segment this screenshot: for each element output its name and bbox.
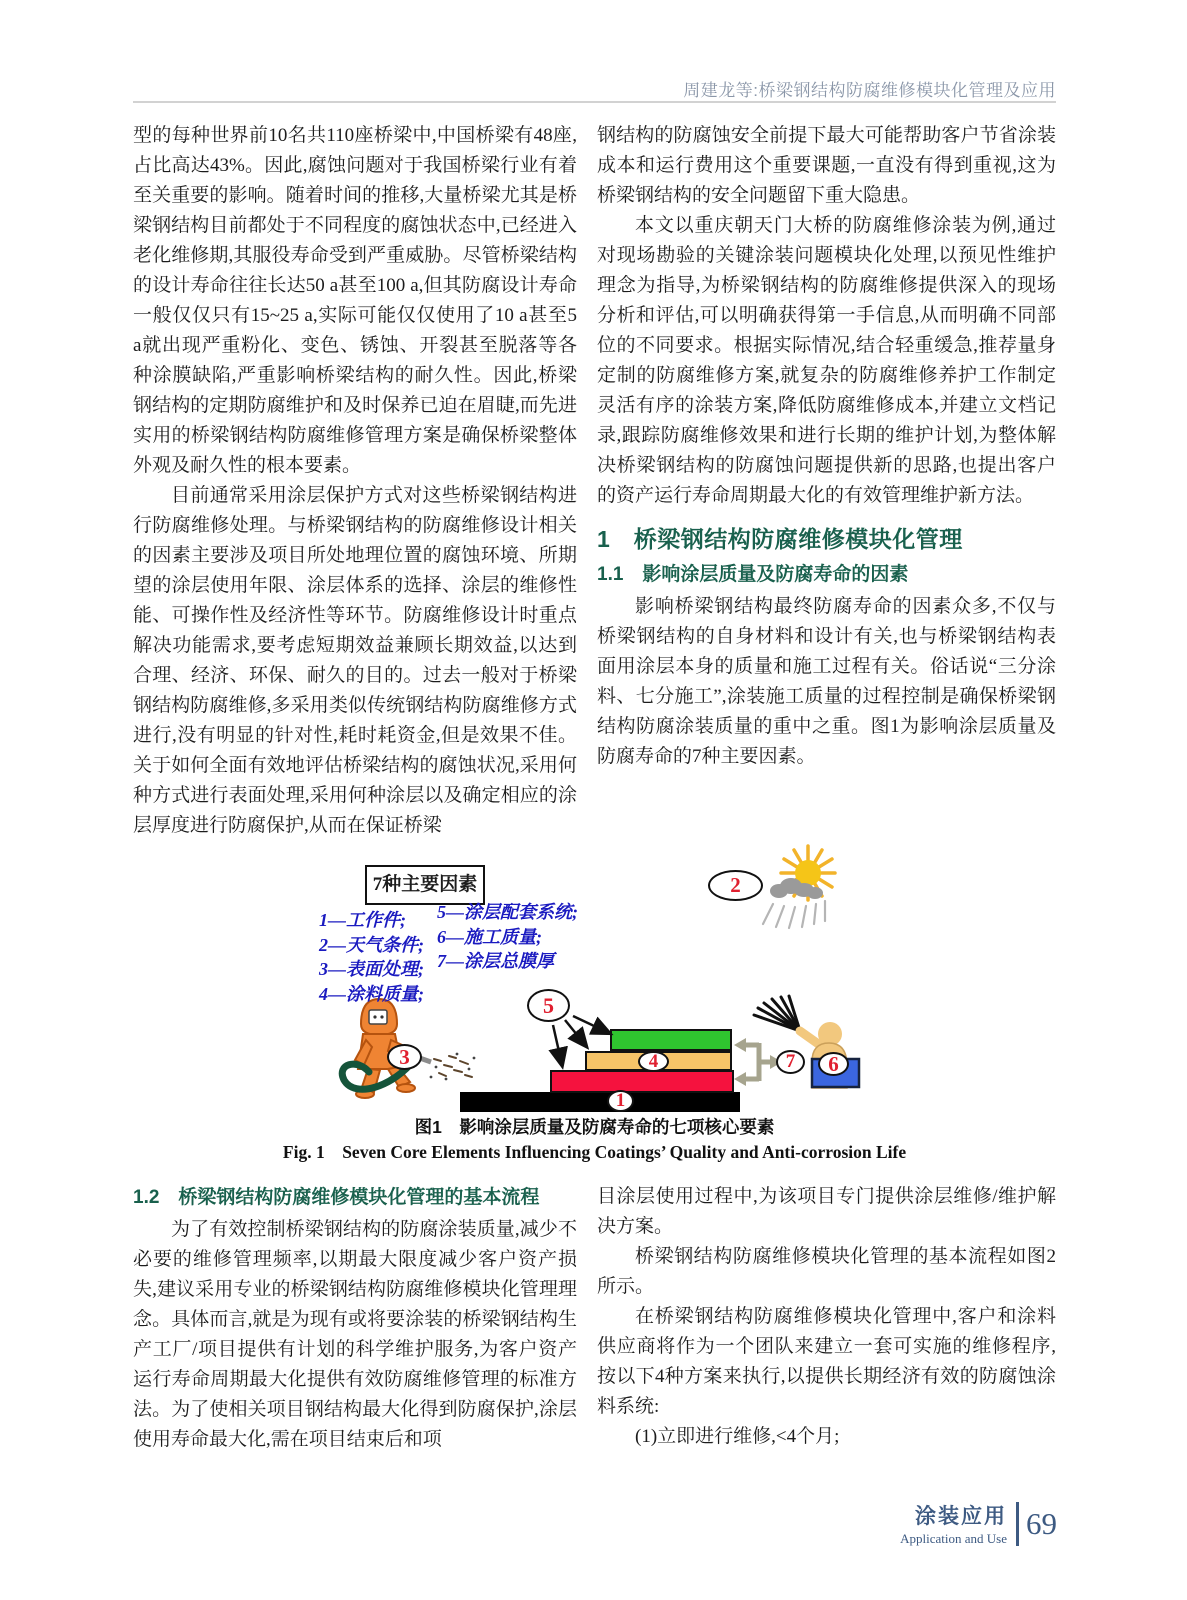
- paragraph: 桥梁钢结构防腐维修模块化管理的基本流程如图2所示。: [597, 1246, 1056, 1297]
- bottom-left-column: [133, 1182, 577, 1455]
- page-footer: [900, 1500, 1057, 1547]
- figure-artwork: [133, 828, 1056, 1120]
- legend-item: 1—工作件;: [319, 910, 406, 930]
- legend-item: 4—涂料质量;: [319, 983, 424, 1004]
- paragraph: 目前通常采用涂层保护方式对这些桥梁钢结构进行防腐维修处理。与桥梁钢结构的防腐维修设计相关的因素主要涉及项目所处地理位置的腐蚀环境、所期望的涂层使用年限、涂层体系的选择、涂层的维修性能、可操作性及经济性等环节。防腐维修设计时重点解决功能需求,要考虑短期效益兼顾长期效益,以达到合理、经济、环保、耐久的目的。过去一般对于桥梁钢结构防腐维修,多采用类似传统钢结构防腐维修方式进行,没有明显的针对性,耗时耗资金,但是效果不佳。关于如何全面有效地评估桥梁结构的腐蚀状况,采用何种方式进行表面处理,采用何种涂层以及确定相应的涂层厚度进行防腐保护,从而在保证桥梁: [133, 485, 577, 836]
- footer-divider: [1016, 1502, 1019, 1546]
- paragraph: 为了有效控制桥梁钢结构的防腐涂装质量,减少不必要的维修管理频率,以期最大限度减少客户资产损失,建议采用专业的桥梁钢结构防腐维修模块化管理理念。具体而言,就是为现有或将要涂装的桥梁钢结构生产工厂/项目提供有计划的科学维护服务,为客户资产运行寿命周期最大化提供有效防腐维修管理的标准方法。为了使相关项目钢结构最大化得到防腐保护,涂层使用寿命最大化,需在项目结束后和项: [133, 1219, 577, 1450]
- header-rule: [133, 101, 1056, 103]
- top-columns: [133, 121, 1056, 841]
- legend-item: 2—天气条件;: [319, 934, 424, 955]
- figure-marker-5: 5: [527, 989, 570, 1022]
- figure-marker-3: 3: [387, 1044, 422, 1070]
- figure-legend-column-1: [319, 908, 424, 1006]
- figure-marker-1: 1: [607, 1090, 634, 1112]
- journal-name-en: Application and Use: [900, 1531, 1007, 1546]
- section-heading-1-1: 1.1 影响涂层质量及防腐寿命的因素: [597, 564, 909, 585]
- figure-legend-title: 7种主要因素: [365, 865, 485, 905]
- paragraph: 型的每种世界前10名共110座桥梁中,中国桥梁有48座,占比高达43%。因此,腐蚀问题对于我国桥梁行业有着至关重要的影响。随着时间的推移,大量桥梁尤其是桥梁钢结构目前都处于不同程度的腐蚀状态中,已经进入老化维修期,其服役寿命受到严重威胁。尽管桥梁结构的设计寿命往往长达50 a甚至100 a,但其防腐设计寿命一般仅仅只有15~25 a,实际可能仅仅使用了10 a甚至5 a就出现严重粉化、变色、锈蚀、开裂甚至脱落等各种涂膜缺陷,严重影响桥梁结构的耐久性。因此,桥梁钢结构的定期防腐维护和及时保养已迫在眉睫,而先进实用的桥梁钢结构防腐维修管理方案是确保桥梁整体外观及耐久性的根本要素。: [133, 125, 577, 476]
- section-heading-1: 1 桥梁钢结构防腐维修模块化管理: [597, 526, 963, 552]
- figure-marker-6: 6: [818, 1052, 849, 1076]
- paragraph: (1)立即进行维修,<4个月;: [635, 1426, 840, 1447]
- paragraph: 影响桥梁钢结构最终防腐寿命的因素众多,不仅与桥梁钢结构的自身材料和设计有关,也与桥梁钢结构表面用涂层本身的质量和施工过程有关。俗话说“三分涂料、七分施工”,涂装施工质量的过程控制是确保桥梁钢结构防腐涂装质量的重中之重。图1为影响涂层质量及防腐寿命的7种主要因素。: [597, 596, 1056, 767]
- running-header: 周建龙等:桥梁钢结构防腐维修模块化管理及应用: [683, 81, 1056, 100]
- coating-system-arrows: [553, 1016, 609, 1065]
- legend-item: 7—涂层总膜厚: [437, 951, 554, 971]
- section-heading-1-2: 1.2 桥梁钢结构防腐维修模块化管理的基本流程: [133, 1187, 540, 1208]
- thickness-bracket: [734, 1038, 782, 1086]
- figure-caption-en: Fig. 1 Seven Core Elements Influencing Coatings’ Quality and Anti-corrosion Life: [282, 1142, 907, 1162]
- figure-marker-7: 7: [776, 1050, 805, 1074]
- paint-spray-fan: [754, 996, 800, 1031]
- page-number: 69: [1026, 1505, 1057, 1541]
- figure-caption-zh: 图1 影响涂层质量及防腐寿命的七项核心要素: [414, 1117, 775, 1137]
- bottom-columns: [133, 1182, 1056, 1455]
- journal-name-zh: 涂装应用: [915, 1505, 1007, 1528]
- legend-item: 3—表面处理;: [319, 959, 424, 979]
- bottom-right-column: [597, 1182, 1056, 1455]
- paragraph: 钢结构的防腐蚀安全前提下最大可能帮助客户节省涂装成本和运行费用这个重要课题,一直没有得到重视,这为桥梁钢结构的安全问题留下重大隐患。: [597, 125, 1056, 206]
- top-left-column: [133, 121, 577, 841]
- legend-item: 5—涂层配套系统;: [437, 902, 578, 922]
- figure-legend-column-2: [437, 900, 578, 974]
- figure-1: [133, 828, 1056, 1120]
- figure-marker-4: 4: [638, 1051, 669, 1072]
- figure-marker-2: 2: [708, 870, 763, 901]
- blast-particles: [434, 1056, 472, 1077]
- paragraph: 本文以重庆朝天门大桥的防腐维修涂装为例,通过对现场勘验的关键涂装问题模块化处理,以预见性维护理念为指导,为桥梁钢结构的防腐维修提供深入的现场分析和评估,可以明确获得第一手信息,从而明确不同部位的不同要求。根据实际情况,结合轻重缓急,推荐量身定制的防腐维修方案,就复杂的防腐维修养护工作制定灵活有序的涂装方案,降低防腐维修成本,并建立文档记录,跟踪防腐维修效果和进行长期的维护计划,为整体解决桥梁钢结构的防腐蚀问题提供新的思路,也提出客户的资产运行寿命周期最大化的有效管理维护新方法。: [597, 215, 1056, 506]
- paragraph: 目涂层使用过程中,为该项目专门提供涂层维修/维护解决方案。: [597, 1186, 1056, 1237]
- top-right-column: [597, 121, 1056, 841]
- journal-name: [900, 1500, 1007, 1547]
- legend-item: 6—施工质量;: [437, 926, 542, 947]
- worker-visor: [369, 1010, 387, 1024]
- paragraph: 在桥梁钢结构防腐维修模块化管理中,客户和涂料供应商将作为一个团队来建立一套可实施的维修程序,按以下4种方案来执行,以提供长期经济有效的防腐蚀涂料系统:: [597, 1306, 1056, 1417]
